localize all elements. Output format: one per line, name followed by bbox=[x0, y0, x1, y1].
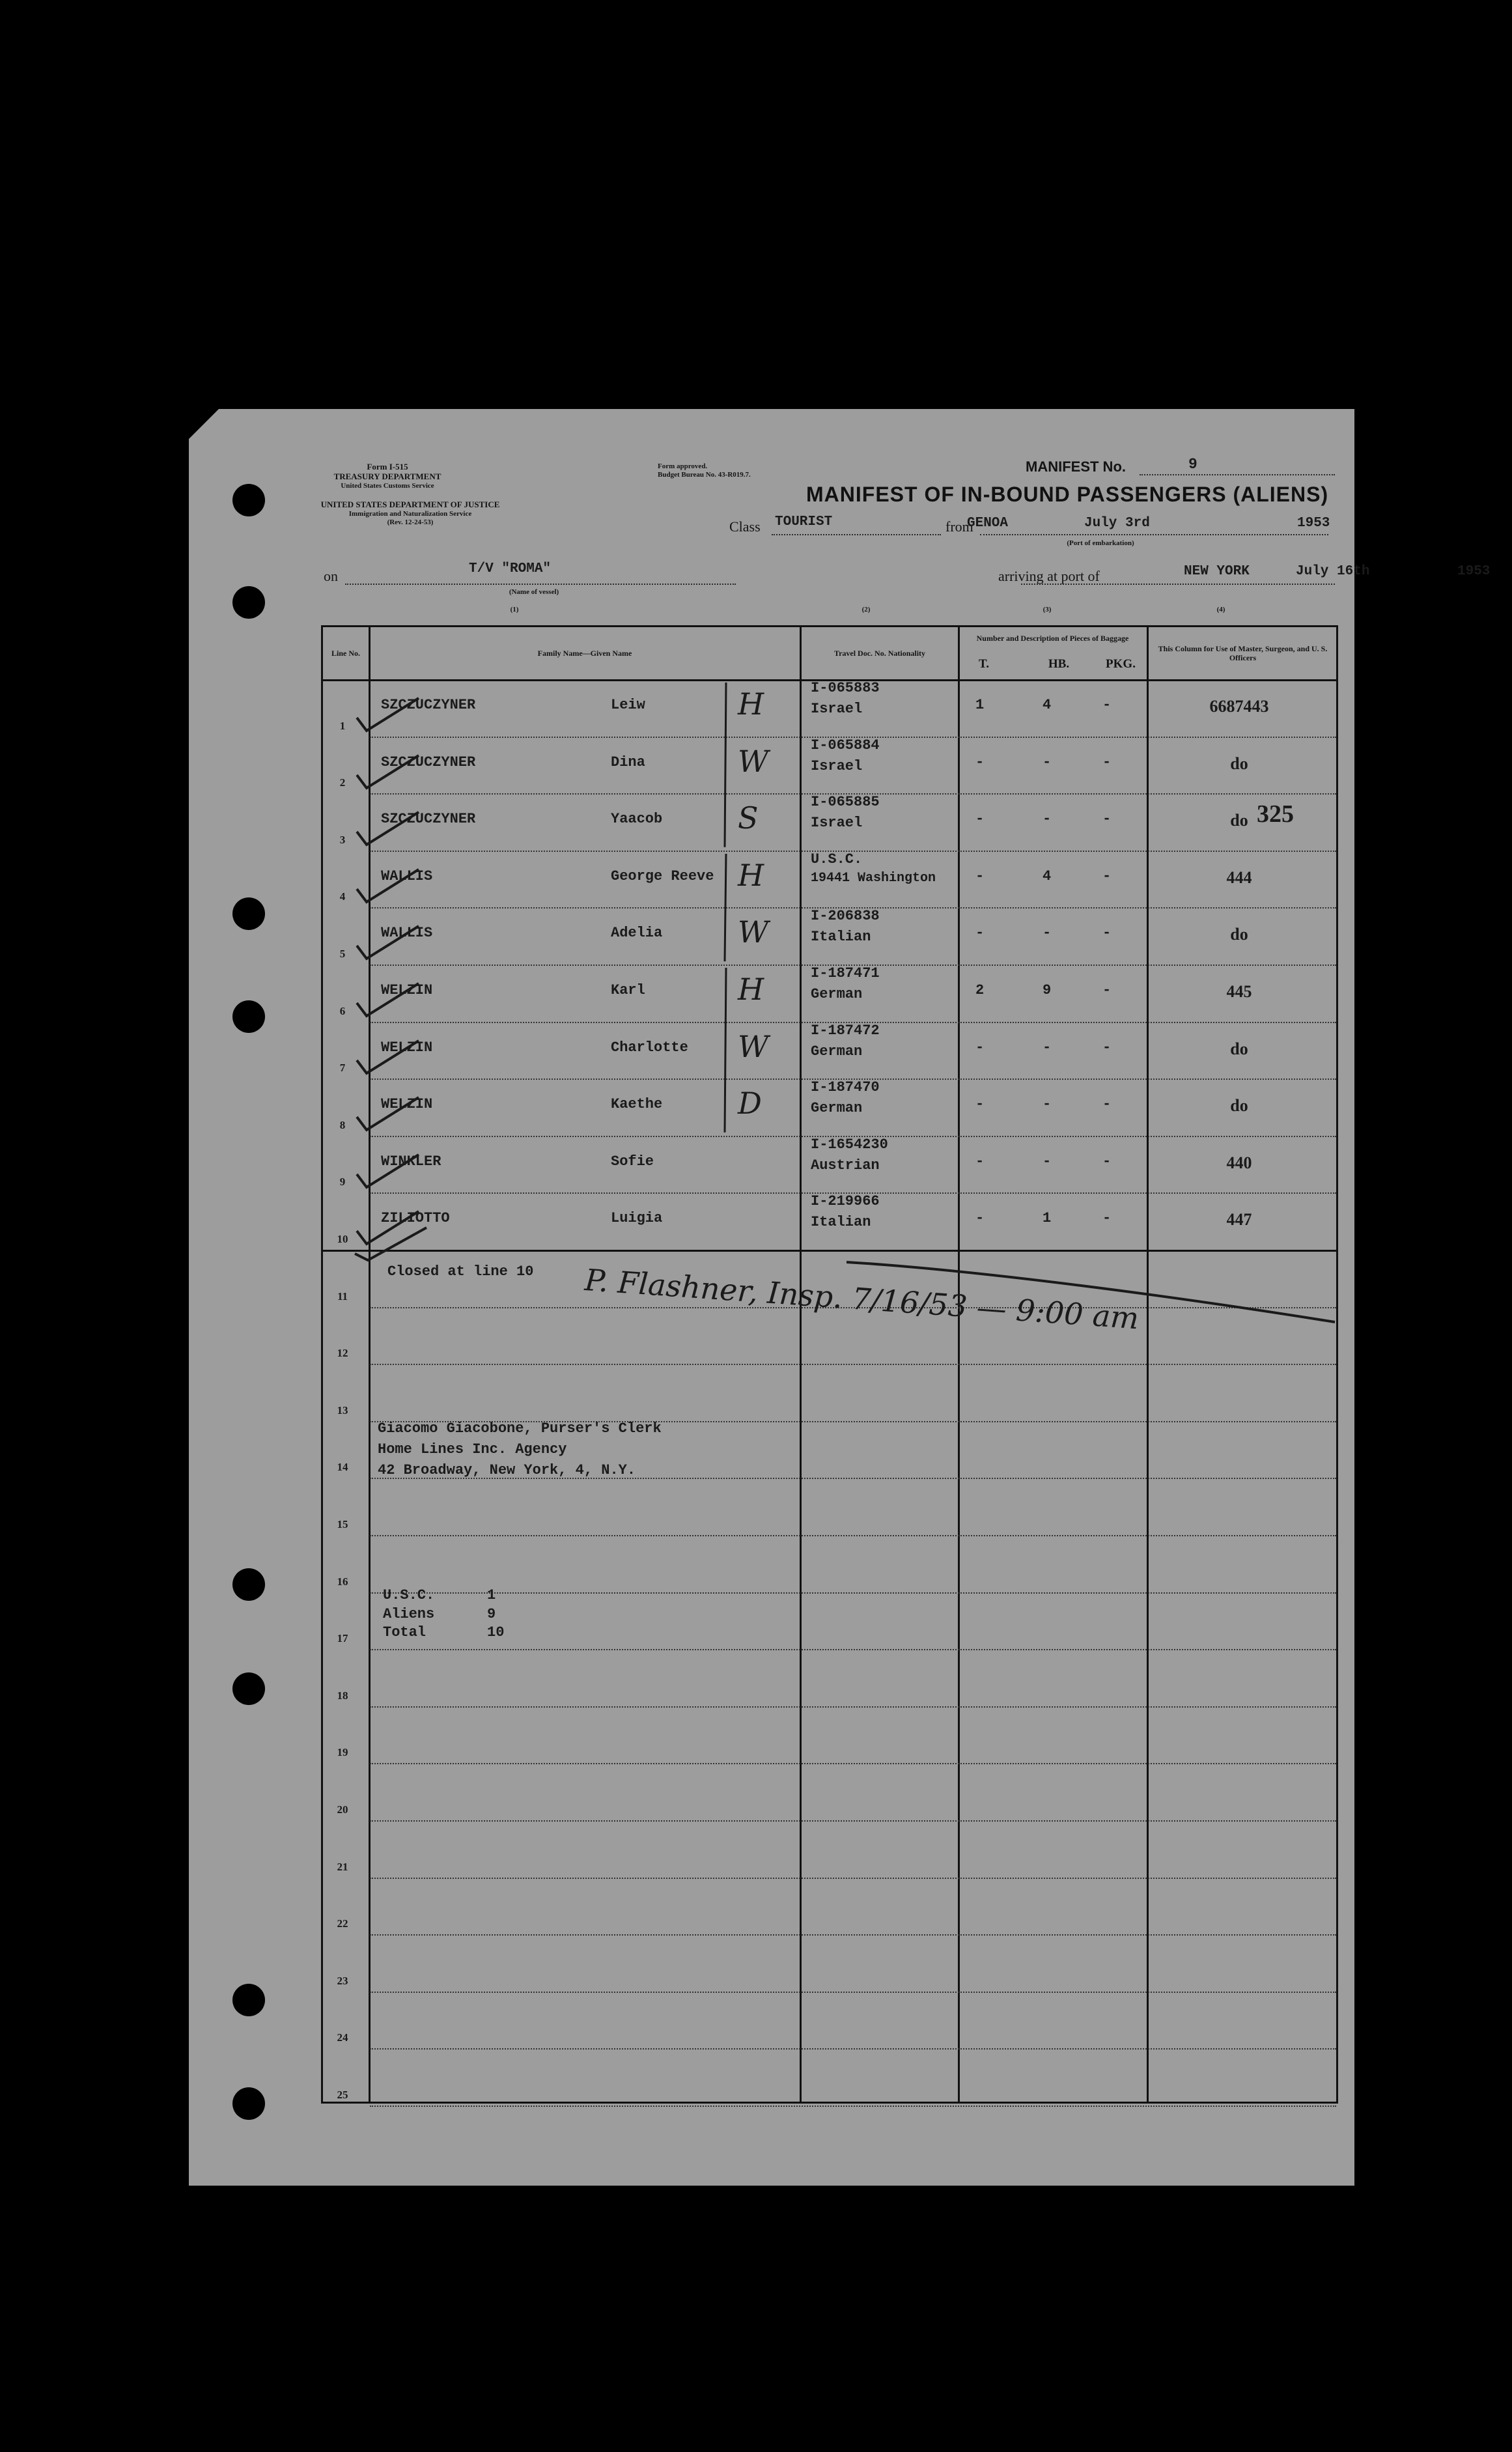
line-number: 8 bbox=[339, 1118, 346, 1131]
punch-hole bbox=[232, 2087, 265, 2120]
nationality: Italian bbox=[811, 929, 871, 946]
baggage-packages: - bbox=[1102, 1210, 1112, 1227]
form-number: Form I-515 bbox=[367, 462, 408, 472]
officer-note: do bbox=[1230, 1039, 1248, 1058]
officer-note: 6687443 bbox=[1209, 697, 1269, 716]
class-value: TOURIST bbox=[775, 514, 833, 529]
handwritten-relation-mark: W bbox=[738, 914, 769, 950]
family-name: SZCZUCZYNER bbox=[381, 754, 476, 770]
travel-doc-number: I-206838 bbox=[811, 908, 880, 925]
family-name: WELZIN bbox=[381, 1039, 433, 1056]
check-mark bbox=[354, 1148, 425, 1194]
col-head-pkg: PKG. bbox=[1106, 656, 1136, 671]
line-number: 7 bbox=[339, 1062, 346, 1075]
line-number: 5 bbox=[339, 948, 346, 960]
line-number: 6 bbox=[339, 1004, 346, 1017]
given-name: Yaacob bbox=[611, 811, 663, 828]
family-bracket bbox=[720, 968, 733, 1139]
aliens-label: Aliens bbox=[383, 1605, 435, 1622]
on-label: on bbox=[324, 568, 338, 584]
travel-doc-number: I-187470 bbox=[811, 1079, 880, 1096]
col-head-officers: This Column for Use of Master, Surgeon, and U. S. Officers bbox=[1158, 643, 1328, 662]
punch-hole bbox=[232, 1000, 265, 1033]
row-rule bbox=[370, 1934, 1336, 1936]
row-rule bbox=[370, 1592, 1336, 1594]
punch-hole bbox=[232, 1568, 265, 1601]
baggage-packages: - bbox=[1102, 697, 1112, 713]
family-name: WINKLER bbox=[381, 1153, 441, 1170]
travel-doc-number: I-065883 bbox=[811, 680, 880, 696]
given-name: Kaethe bbox=[611, 1096, 663, 1113]
col-num-1: (1) bbox=[510, 606, 519, 613]
given-name: George Reeve bbox=[611, 867, 714, 884]
closed-note: Closed at line 10 bbox=[387, 1263, 534, 1280]
baggage-packages: - bbox=[1102, 982, 1112, 998]
punch-hole bbox=[232, 1984, 265, 2016]
nationality: German bbox=[811, 1043, 863, 1060]
aliens-count: 9 bbox=[487, 1605, 496, 1622]
col-num-4: (4) bbox=[1216, 606, 1225, 613]
form-approved: Form approved. bbox=[658, 462, 708, 470]
col-head-name: Family Name—Given Name bbox=[537, 648, 632, 658]
baggage-trunks: 2 bbox=[975, 982, 985, 998]
nationality: Israel bbox=[811, 757, 863, 774]
baggage-handbags: - bbox=[1043, 1039, 1052, 1056]
folded-corner bbox=[189, 409, 219, 439]
approval-block bbox=[658, 462, 833, 479]
check-mark bbox=[354, 1034, 425, 1080]
line-number: 14 bbox=[337, 1461, 348, 1474]
line-number: 12 bbox=[337, 1347, 348, 1360]
family-name: WALLIS bbox=[381, 867, 433, 884]
row-rule bbox=[370, 2048, 1336, 2050]
baggage-trunks: - bbox=[975, 925, 985, 942]
row-rule bbox=[370, 1992, 1336, 1993]
line-number: 20 bbox=[337, 1803, 348, 1816]
from-year: 1953 bbox=[1297, 516, 1330, 531]
line-number: 24 bbox=[337, 2031, 348, 2044]
handwritten-relation-mark: H bbox=[738, 686, 764, 722]
row-rule bbox=[370, 1763, 1336, 1764]
purser-address: 42 Broadway, New York, 4, N.Y. bbox=[378, 1461, 636, 1478]
nationality: Italian bbox=[811, 1214, 871, 1231]
handwritten-relation-mark: S bbox=[738, 800, 759, 836]
baggage-handbags: - bbox=[1043, 925, 1052, 942]
baggage-trunks: - bbox=[975, 1210, 985, 1227]
total-count: 10 bbox=[487, 1624, 505, 1641]
baggage-handbags: 9 bbox=[1043, 982, 1052, 998]
total-label: Total bbox=[383, 1624, 427, 1641]
row-rule bbox=[370, 1649, 1336, 1650]
baggage-trunks: - bbox=[975, 1096, 985, 1113]
check-mark bbox=[354, 920, 425, 965]
col-head-hb: HB. bbox=[1048, 656, 1070, 671]
family-name: SZCZUCZYNER bbox=[381, 811, 476, 828]
given-name: Sofie bbox=[611, 1153, 654, 1170]
family-bracket bbox=[720, 683, 733, 854]
handwritten-relation-mark: W bbox=[738, 743, 769, 779]
punch-hole bbox=[232, 897, 265, 930]
col-head-t: T. bbox=[978, 656, 989, 671]
line-number: 22 bbox=[337, 1917, 348, 1930]
line-number: 1 bbox=[339, 719, 346, 732]
family-name: WELZIN bbox=[381, 982, 433, 998]
punch-hole bbox=[232, 586, 265, 619]
baggage-trunks: - bbox=[975, 867, 985, 884]
officer-note: do bbox=[1230, 754, 1248, 773]
manifest-title: MANIFEST OF IN-BOUND PASSENGERS (ALIENS) bbox=[806, 483, 1329, 506]
purser-block bbox=[378, 1418, 662, 1481]
vessel-line bbox=[345, 584, 736, 585]
baggage-handbags: - bbox=[1043, 1096, 1052, 1113]
justice-block bbox=[316, 500, 505, 526]
travel-doc-number: I-1654230 bbox=[811, 1136, 888, 1153]
travel-doc-number: I-219966 bbox=[811, 1193, 880, 1210]
from-date: July 3rd bbox=[1084, 516, 1150, 531]
officer-note: do bbox=[1230, 811, 1248, 830]
justice-department: UNITED STATES DEPARTMENT OF JUSTICE bbox=[320, 500, 500, 509]
handwritten-relation-mark: H bbox=[738, 972, 764, 1007]
row-rule bbox=[323, 1250, 1336, 1252]
baggage-packages: - bbox=[1102, 1096, 1112, 1113]
officer-note: 440 bbox=[1226, 1153, 1252, 1172]
nationality: Israel bbox=[811, 701, 863, 717]
line-number: 3 bbox=[339, 833, 346, 846]
line-number: 13 bbox=[337, 1403, 348, 1416]
given-name: Luigia bbox=[611, 1210, 663, 1227]
purser-name: Giacomo Giacobone, Purser's Clerk bbox=[378, 1420, 662, 1437]
row-rule bbox=[370, 1706, 1336, 1708]
row-rule bbox=[370, 2106, 1336, 2107]
baggage-trunks: - bbox=[975, 1153, 985, 1170]
totals-block bbox=[383, 1586, 504, 1642]
baggage-handbags: 4 bbox=[1043, 867, 1052, 884]
travel-doc-number: I-065884 bbox=[811, 737, 880, 754]
vessel-name: T/V "ROMA" bbox=[469, 561, 552, 576]
baggage-trunks: 1 bbox=[975, 697, 985, 713]
ins-service: Immigration and Naturalization Service bbox=[348, 509, 472, 518]
officer-note: do bbox=[1230, 925, 1248, 944]
side-number: 325 bbox=[1257, 800, 1294, 828]
family-name: WELZIN bbox=[381, 1096, 433, 1113]
family-name: SZCZUCZYNER bbox=[381, 697, 476, 713]
handwritten-relation-mark: H bbox=[738, 857, 764, 893]
family-bracket bbox=[720, 854, 733, 968]
arrival-year: 1953 bbox=[1457, 564, 1491, 579]
officer-note: 445 bbox=[1226, 982, 1252, 1001]
from-line bbox=[980, 534, 1328, 535]
baggage-handbags: - bbox=[1043, 754, 1052, 770]
line-10-check-mark bbox=[352, 1224, 430, 1263]
baggage-trunks: - bbox=[975, 811, 985, 828]
given-name: Adelia bbox=[611, 925, 663, 942]
arriving-line bbox=[1021, 584, 1335, 585]
inspector-signature: P. Flashner, Insp. 7/16/53 — 9:00 am bbox=[583, 1262, 1140, 1336]
given-name: Leiw bbox=[611, 697, 645, 713]
manifest-number: 9 bbox=[1188, 456, 1197, 473]
col-head-line: Line No. bbox=[331, 648, 360, 658]
line-number: 23 bbox=[337, 1974, 348, 1987]
nationality: 19441 Washington bbox=[811, 870, 936, 886]
travel-doc-number: I-187471 bbox=[811, 965, 880, 981]
baggage-packages: - bbox=[1102, 867, 1112, 884]
col-num-3: (3) bbox=[1043, 606, 1052, 613]
col-num-2: (2) bbox=[861, 606, 871, 613]
line-number: 15 bbox=[337, 1518, 348, 1530]
punch-hole bbox=[232, 484, 265, 516]
col-head-baggage: Number and Description of Pieces of Baggage bbox=[976, 634, 1129, 643]
handwritten-relation-mark: D bbox=[738, 1086, 762, 1121]
nationality: German bbox=[811, 1100, 863, 1117]
baggage-handbags: 4 bbox=[1043, 697, 1052, 713]
baggage-handbags: - bbox=[1043, 811, 1052, 828]
punch-hole bbox=[232, 1672, 265, 1705]
nationality: German bbox=[811, 986, 863, 1002]
baggage-packages: - bbox=[1102, 811, 1112, 828]
given-name: Karl bbox=[611, 982, 645, 998]
treasury-department: TREASURY DEPARTMENT bbox=[333, 471, 441, 481]
usc-label: U.S.C. bbox=[383, 1587, 435, 1603]
line-number: 2 bbox=[339, 776, 346, 789]
class-line bbox=[772, 534, 941, 535]
passenger-table bbox=[321, 625, 1338, 2104]
arriving-label: arriving at port of bbox=[998, 568, 1100, 584]
row-rule bbox=[370, 1364, 1336, 1365]
closing-stroke bbox=[847, 1257, 1341, 1329]
check-mark bbox=[354, 806, 425, 851]
line-number: 11 bbox=[337, 1289, 348, 1303]
officer-note: 447 bbox=[1226, 1210, 1252, 1230]
embarkation-caption: (Port of embarkation) bbox=[1067, 539, 1134, 547]
given-name: Charlotte bbox=[611, 1039, 688, 1056]
line-number: 10 bbox=[337, 1233, 348, 1245]
baggage-packages: - bbox=[1102, 754, 1112, 770]
line-number: 9 bbox=[339, 1176, 346, 1189]
manifest-number-line bbox=[1140, 474, 1335, 475]
line-number: 25 bbox=[337, 2089, 348, 2101]
family-name: ZILIOTTO bbox=[381, 1210, 450, 1227]
line-number: 17 bbox=[337, 1632, 348, 1645]
given-name: Dina bbox=[611, 754, 645, 770]
line-number: 18 bbox=[337, 1689, 348, 1702]
baggage-packages: - bbox=[1102, 925, 1112, 942]
officer-note: 444 bbox=[1226, 867, 1252, 887]
purser-agency: Home Lines Inc. Agency bbox=[378, 1441, 567, 1458]
baggage-handbags: 1 bbox=[1043, 1210, 1052, 1227]
check-mark bbox=[354, 977, 425, 1022]
line-number: 19 bbox=[337, 1746, 348, 1759]
from-port: GENOA bbox=[967, 516, 1009, 531]
arrival-date: July 16th bbox=[1296, 564, 1370, 579]
travel-doc-number: I-187472 bbox=[811, 1022, 880, 1039]
travel-doc-number: U.S.C. bbox=[811, 851, 863, 867]
check-mark bbox=[354, 749, 425, 795]
baggage-packages: - bbox=[1102, 1039, 1112, 1056]
customs-service: United States Customs Service bbox=[341, 481, 434, 490]
check-mark bbox=[354, 692, 425, 737]
travel-doc-number: I-065885 bbox=[811, 794, 880, 811]
form-agency-block bbox=[306, 462, 469, 490]
manifest-number-label: MANIFEST No. bbox=[1026, 458, 1126, 475]
baggage-packages: - bbox=[1102, 1153, 1112, 1170]
baggage-trunks: - bbox=[975, 754, 985, 770]
line-number: 16 bbox=[337, 1575, 348, 1588]
nationality: Austrian bbox=[811, 1157, 880, 1174]
usc-count: 1 bbox=[487, 1587, 496, 1603]
nationality: Israel bbox=[811, 815, 863, 832]
line-number: 4 bbox=[339, 890, 346, 903]
revision: (Rev. 12-24-53) bbox=[387, 518, 434, 526]
row-rule bbox=[370, 1820, 1336, 1822]
vessel-caption: (Name of vessel) bbox=[509, 588, 559, 596]
row-rule bbox=[370, 1535, 1336, 1536]
line-number: 21 bbox=[337, 1860, 348, 1873]
check-mark bbox=[354, 863, 425, 909]
arrival-port: NEW YORK bbox=[1184, 564, 1250, 579]
handwritten-relation-mark: W bbox=[738, 1028, 769, 1064]
check-mark bbox=[354, 1091, 425, 1136]
baggage-trunks: - bbox=[975, 1039, 985, 1056]
baggage-handbags: - bbox=[1043, 1153, 1052, 1170]
officer-note: do bbox=[1230, 1096, 1248, 1116]
budget-bureau: Budget Bureau No. 43-R019.7. bbox=[658, 470, 751, 479]
col-head-travel: Travel Doc. No. Nationality bbox=[833, 648, 926, 658]
from-label: from bbox=[945, 518, 973, 535]
family-name: WALLIS bbox=[381, 925, 433, 942]
row-rule bbox=[370, 1878, 1336, 1879]
class-label: Class bbox=[729, 518, 761, 535]
